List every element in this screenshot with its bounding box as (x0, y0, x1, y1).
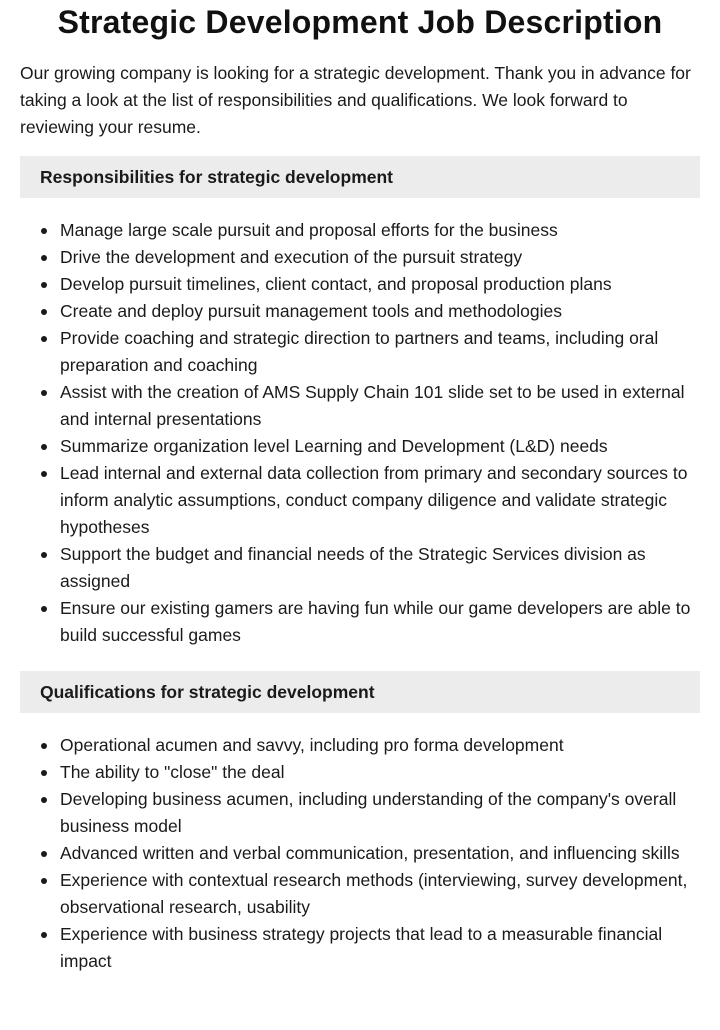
list-item-text: The ability to "close" the deal (60, 762, 285, 782)
list-item-text: Manage large scale pursuit and proposal efforts for the business (60, 220, 558, 240)
bullet-icon (41, 932, 47, 938)
bullet-icon (41, 228, 47, 234)
bullet-icon (41, 336, 47, 342)
qualifications-header (20, 671, 700, 713)
bullet-icon (41, 851, 47, 857)
bullet-icon (41, 255, 47, 261)
list-item (20, 379, 700, 433)
list-item-text: Assist with the creation of AMS Supply Chain 101 slide set to be used in external and internal presentations (60, 382, 685, 429)
list-item (20, 732, 700, 759)
list-item (20, 460, 700, 541)
list-item (20, 786, 700, 840)
bullet-icon (41, 471, 47, 477)
list-item (20, 867, 700, 921)
list-item-text: Lead internal and external data collection from primary and secondary sources to inform analytic assumptions, conduct company diligence and validate strategic hypotheses (60, 463, 688, 537)
list-item-text: Drive the development and execution of the pursuit strategy (60, 247, 523, 267)
list-item (20, 244, 700, 271)
bullet-icon (41, 282, 47, 288)
list-item-text: Developing business acumen, including understanding of the company's overall business model (60, 789, 677, 836)
page-title: Strategic Development Job Description (57, 4, 663, 40)
responsibilities-header (20, 156, 700, 198)
list-item-text: Provide coaching and strategic direction to partners and teams, including oral preparation and coaching (60, 328, 659, 375)
list-item (20, 840, 700, 867)
list-item (20, 433, 700, 460)
list-item (20, 217, 700, 244)
list-item-text: Create and deploy pursuit management tools and methodologies (60, 301, 562, 321)
bullet-icon (41, 444, 47, 450)
bullet-icon (41, 770, 47, 776)
responsibilities-list (20, 198, 700, 649)
bullet-icon (41, 390, 47, 396)
list-item-text: Develop pursuit timelines, client contact, and proposal production plans (60, 274, 612, 294)
bullet-icon (41, 606, 47, 612)
list-item-text: Summarize organization level Learning and Development (L&D) needs (60, 436, 608, 456)
list-item-text: Ensure our existing gamers are having fun while our game developers are able to build successful games (60, 598, 691, 645)
list-item (20, 541, 700, 595)
bullet-icon (41, 797, 47, 803)
responsibilities-heading: Responsibilities for strategic development (40, 166, 393, 187)
list-item-text: Advanced written and verbal communication, presentation, and influencing skills (60, 843, 680, 863)
intro-paragraph: Our growing company is looking for a strategic development. Thank you in advance for taking a look at the list of responsibilities and qualifications. We look forward to reviewing your resume. (20, 63, 691, 137)
bullet-icon (41, 743, 47, 749)
qualifications-heading: Qualifications for strategic development (40, 681, 375, 702)
list-item (20, 759, 700, 786)
list-item-text: Operational acumen and savvy, including pro forma development (60, 735, 564, 755)
qualifications-list (20, 713, 700, 975)
bullet-icon (41, 552, 47, 558)
list-item (20, 325, 700, 379)
list-item (20, 271, 700, 298)
bullet-icon (41, 309, 47, 315)
list-item (20, 595, 700, 649)
list-item-text: Support the budget and financial needs of the Strategic Services division as assigned (60, 544, 646, 591)
list-item (20, 921, 700, 975)
bullet-icon (41, 878, 47, 884)
list-item-text: Experience with business strategy projects that lead to a measurable financial impact (60, 924, 663, 971)
list-item (20, 298, 700, 325)
list-item-text: Experience with contextual research methods (interviewing, survey development, observational research, usability (60, 870, 688, 917)
